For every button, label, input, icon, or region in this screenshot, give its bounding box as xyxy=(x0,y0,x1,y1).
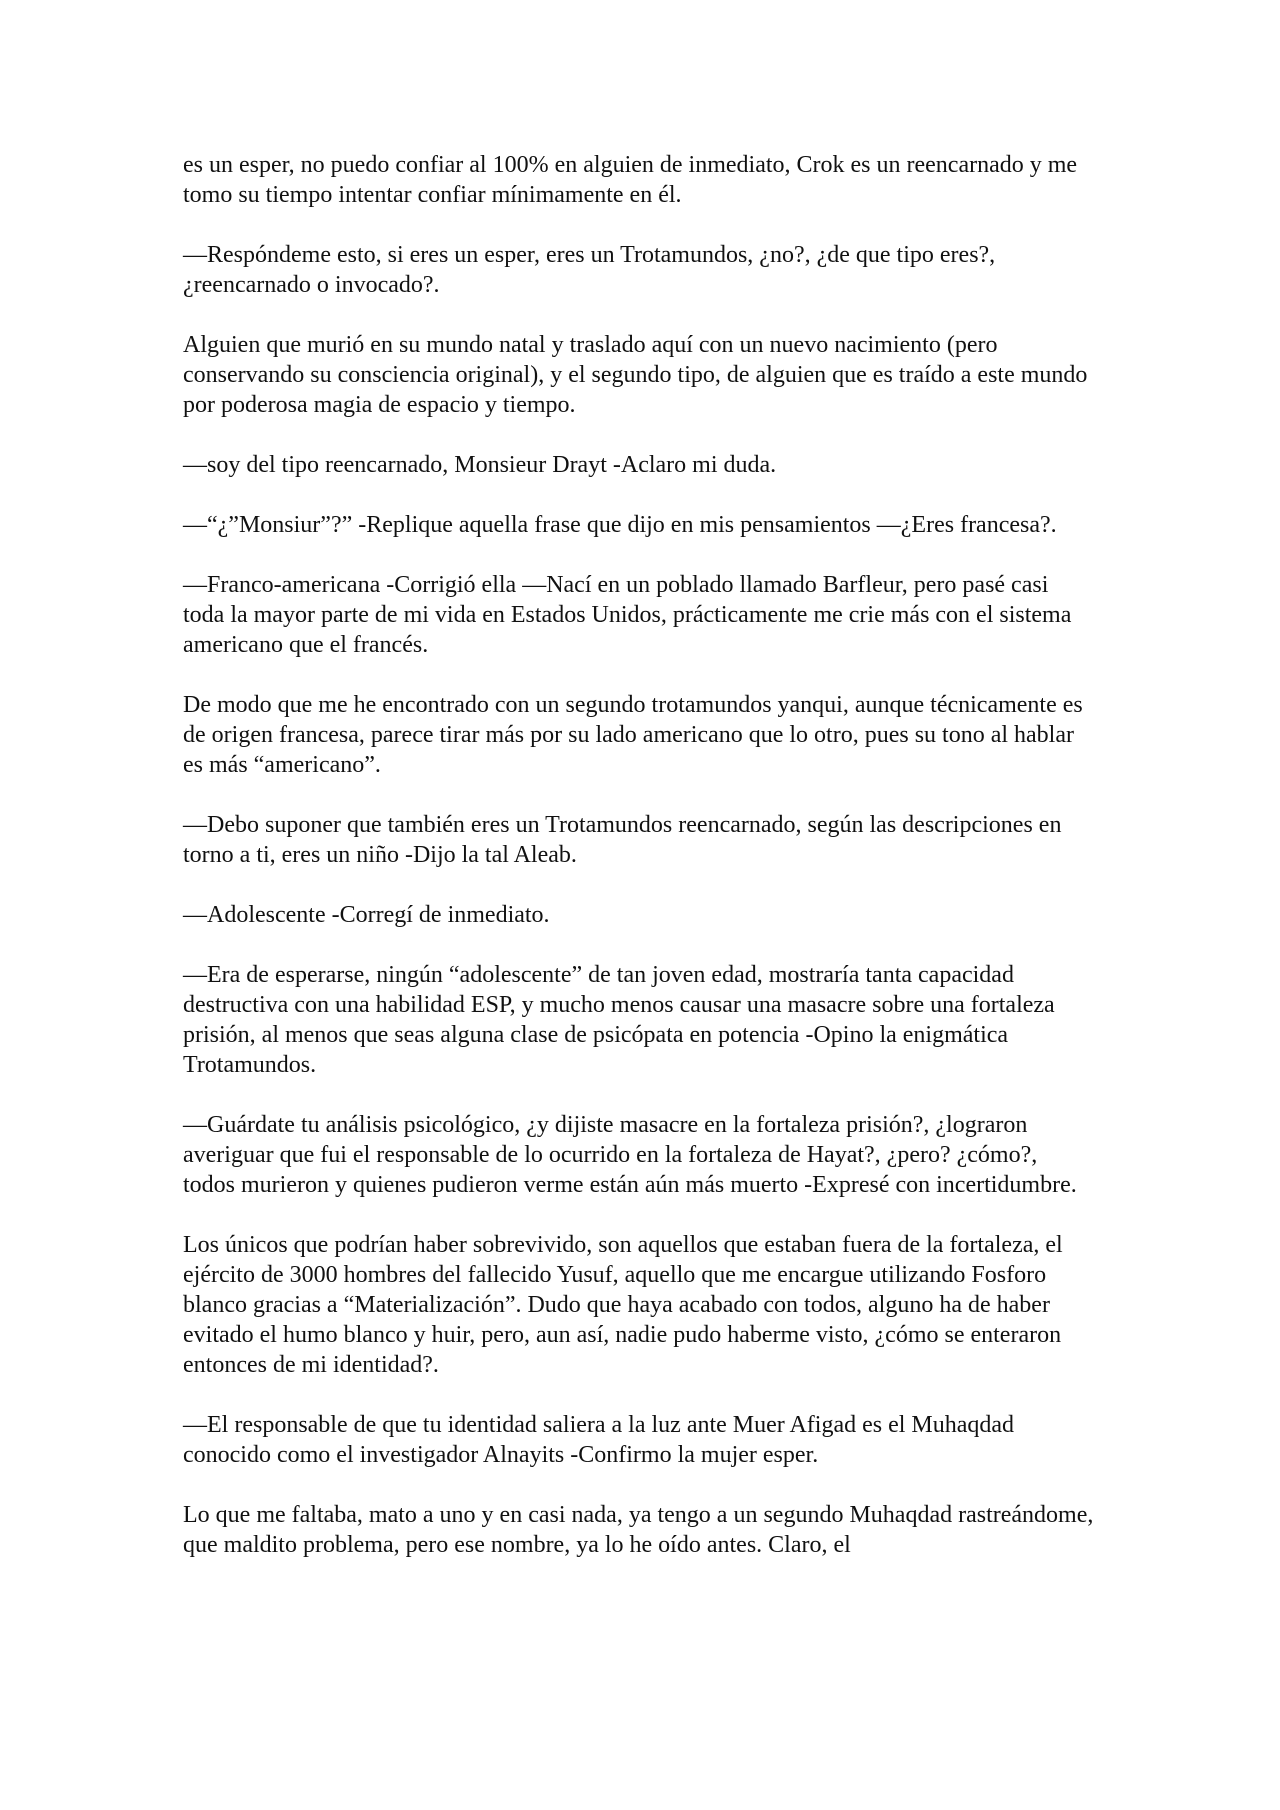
paragraph-4: —soy del tipo reencarnado, Monsieur Drayt -Aclaro mi duda. xyxy=(183,452,777,478)
paragraph-7: De modo que me he encontrado con un segundo trotamundos yanqui, aunque técnicamente es de origen francesa, parece tirar más por su lado americano que lo otro, pues su tono al hablar es más “americano”. xyxy=(183,692,1083,778)
document-page xyxy=(183,150,1095,1560)
paragraph-1: es un esper, no puedo confiar al 100% en alguien de inmediato, Crok es un reencarnado y me tomo su tiempo intentar confiar mínimamente en él. xyxy=(183,152,1078,208)
paragraph-13: —El responsable de que tu identidad saliera a la luz ante Muer Afigad es el Muhaqdad conocido como el investigador Alnayits -Confirmo la mujer esper. xyxy=(183,1412,1015,1468)
paragraph-2: —Respóndeme esto, si eres un esper, eres un Trotamundos, ¿no?, ¿de que tipo eres?, ¿reencarnado o invocado?. xyxy=(183,242,996,298)
paragraph-10: —Era de esperarse, ningún “adolescente” de tan joven edad, mostraría tanta capacidad destructiva con una habilidad ESP, y mucho menos causar una masacre sobre una fortaleza prisión, al menos que seas alguna clase de psicópata en potencia -Opino la enigmática Trotamundos. xyxy=(183,962,1055,1078)
paragraph-9: —Adolescente -Corregí de inmediato. xyxy=(183,902,550,928)
paragraph-12: Los únicos que podrían haber sobrevivido, son aquellos que estaban fuera de la fortaleza, el ejército de 3000 hombres del fallecido Yusuf, aquello que me encargue utilizando Fosforo blanco gracias a “Materialización”. Dudo que haya acabado con todos, alguno ha de haber evitado el humo blanco y huir, pero, aun así, nadie pudo haberme visto, ¿cómo se enteraron entonces de mi identidad?. xyxy=(183,1232,1063,1378)
paragraph-8: —Debo suponer que también eres un Trotamundos reencarnado, según las descripciones en torno a ti, eres un niño -Dijo la tal Aleab. xyxy=(183,812,1062,868)
paragraph-11: —Guárdate tu análisis psicológico, ¿y dijiste masacre en la fortaleza prisión?, ¿lograron averiguar que fui el responsable de lo ocurrido en la fortaleza de Hayat?, ¿pero? ¿cómo?, todos murieron y quienes pudieron verme están aún más muerto -Expresé con incertidumbre. xyxy=(183,1112,1077,1198)
paragraph-3: Alguien que murió en su mundo natal y traslado aquí con un nuevo nacimiento (pero conservando su consciencia original), y el segundo tipo, de alguien que es traído a este mundo por poderosa magia de espacio y tiempo. xyxy=(183,332,1088,418)
paragraph-6: —Franco-americana -Corrigió ella —Nací en un poblado llamado Barfleur, pero pasé casi toda la mayor parte de mi vida en Estados Unidos, prácticamente me crie más con el sistema americano que el francés. xyxy=(183,572,1072,658)
paragraph-5: —“¿”Monsiur”?” -Replique aquella frase que dijo en mis pensamientos —¿Eres francesa?. xyxy=(183,512,1057,538)
paragraph-14: Lo que me faltaba, mato a uno y en casi nada, ya tengo a un segundo Muhaqdad rastreándome, que maldito problema, pero ese nombre, ya lo he oído antes. Claro, el xyxy=(183,1502,1094,1558)
